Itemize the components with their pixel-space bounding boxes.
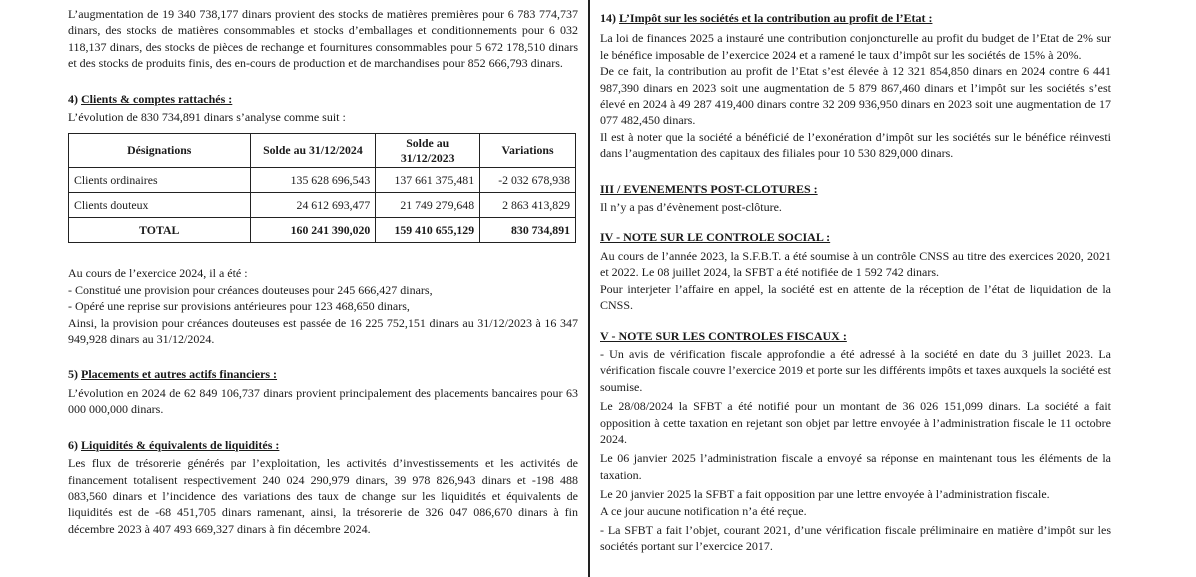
header-designations: Désignations xyxy=(69,134,251,168)
row-label: Clients douteux xyxy=(69,193,251,218)
section-iii-title: III / EVENEMENTS POST-CLOTURES : xyxy=(600,181,818,196)
section-6-text: Les flux de trésorerie générés par l’exploitation, les activités d’investissements et les activités de financement totalisent respectivement 240 024 290,979 dinars, 39 978 826,943 dinars et -198 488 083,560 dinars et l’incidence des variations des taux de change sur les liquidités et équivalents de liquidités est de -68 451,705 dinars ramenant, ainsi, la trésorerie de 326 047 086,670 dinars à fin décembre 2023 à 407 493 669,327 dinars à fin décembre 2024. xyxy=(68,456,578,536)
provision-paragraph: Ainsi, la provision pour créances douteuses est passée de 16 225 752,151 dinars au 31/12/2023 à 16 347 949,928 dinars au 31/12/2024. xyxy=(68,315,578,347)
section-6-heading: 6) Liquidités & équivalents de liquidités : xyxy=(68,437,280,452)
section-5-heading: 5) Placements et autres actifs financiers : xyxy=(68,367,278,382)
row-value: 137 661 375,481 xyxy=(376,168,480,193)
section-6-title: Liquidités & équivalents de liquidités : xyxy=(81,437,280,452)
header-solde-2023: Solde au 31/12/2023 xyxy=(376,134,480,168)
section-4-title: Clients & comptes rattachés : xyxy=(81,91,233,106)
table-row xyxy=(69,193,576,218)
header-solde-2024: Solde au 31/12/2024 xyxy=(250,134,376,168)
total-value: 159 410 655,129 xyxy=(376,218,480,243)
section-v-para-4a: Le 20 janvier 2025 la SFBT a fait opposition par une lettre envoyée à l’administration fiscale. xyxy=(600,487,1050,502)
clients-table xyxy=(68,133,576,243)
row-value: 135 628 696,543 xyxy=(250,168,376,193)
table-header-row xyxy=(69,134,576,168)
section-iii-text: Il n’y a pas d’évènement post-clôture. xyxy=(600,200,782,215)
table-row xyxy=(69,168,576,193)
section-14-para-2: De ce fait, la contribution au profit de l’Etat s’est élevée à 12 321 854,850 dinars en 2024 contre 6 441 987,390 dinars en 2023 soit une augmentation de 5 879 867,460 dinars et l’impôt sur les sociétés s’est élevé en 2024 à 49 287 419,400 dinars contre 32 209 936,950 dinars en 2023 soit une augmentation de 17 077 482,450 dinars. xyxy=(600,64,1111,128)
section-5-text: L’évolution en 2024 de 62 849 106,737 dinars provient principalement des placements bancaires pour 63 000 000,000 dinars. xyxy=(68,385,578,417)
section-v-para-2: Le 28/08/2024 la SFBT a été notifié pour un montant de 36 026 151,099 dinars. La société a fait opposition à cette taxation en rejetant son objet par lettre envoyée à l’administration fiscale le 11 octobre 2024. xyxy=(600,399,1111,446)
provision-line: Au cours de l’exercice 2024, il a été : xyxy=(68,266,248,281)
row-value: -2 032 678,938 xyxy=(480,168,576,193)
section-v-para-3: Le 06 janvier 2025 l’administration fiscale a envoyé sa réponse en maintenant tous les éléments de la taxation. xyxy=(600,451,1111,482)
stocks-paragraph: L’augmentation de 19 340 738,177 dinars provient des stocks de matières premières pour 6 783 774,737 dinars, des stocks de matières consommables et stocks d’emballages et conditionnements pour 6 032 118,137 dinars, des stocks de pièces de rechange et fournitures consommables pour 5 672 178,510 dinars et des stocks de produits finis, des en-cours de production et de marchandises pour 852 666,793 dinars. xyxy=(68,7,578,71)
section-iv-para-2: Pour interjeter l’affaire en appel, la société est en attente de la réception de l’état de liquidation de la CNSS. xyxy=(600,281,1111,313)
section-4-intro: L’évolution de 830 734,891 dinars s’analyse comme suit : xyxy=(68,110,346,125)
section-14-heading: 14) L’Impôt sur les sociétés et la contribution au profit de l’Etat : xyxy=(600,11,933,25)
row-value: 2 863 413,829 xyxy=(480,193,576,218)
section-v-para-1: - Un avis de vérification fiscale approfondie a été adressé à la société en date du 3 juillet 2023. La vérification fiscale couvre l’exercice 2019 et porte sur les différents impôts et taxes auxquels la société est soumise. xyxy=(600,346,1111,394)
section-v-title: V - NOTE SUR LES CONTROLES FISCAUX : xyxy=(600,328,847,343)
provision-notes xyxy=(68,265,578,347)
provision-line: - Constitué une provision pour créances douteuses pour 245 666,427 dinars, xyxy=(68,282,433,297)
total-value: 160 241 390,020 xyxy=(250,218,376,243)
column-divider xyxy=(588,0,590,577)
section-5-title: Placements et autres actifs financiers : xyxy=(81,367,278,382)
section-14-title: L’Impôt sur les sociétés et la contribution au profit de l’Etat : xyxy=(619,11,933,25)
table-total-row xyxy=(69,218,576,243)
left-column xyxy=(68,0,578,537)
section-4-heading: 4) Clients & comptes rattachés : xyxy=(68,91,233,106)
total-value: 830 734,891 xyxy=(480,218,576,243)
section-v-para-4b: A ce jour aucune notification n’a été reçue. xyxy=(600,503,807,518)
section-v-para-5: - La SFBT a fait l’objet, courant 2021, d’une vérification fiscale préliminaire en matière d’impôt sur les sociétés portant sur l’exercice 2017. xyxy=(600,522,1111,554)
section-14-para-1: La loi de finances 2025 a instauré une contribution conjoncturelle au profit du budget de l’Etat de 2% sur le bénéfice imposable de l’exercice 2024 et a ramené le taux d’impôt sur les sociétés de 15% à 20%. xyxy=(600,31,1111,62)
row-value: 24 612 693,477 xyxy=(250,193,376,218)
right-column xyxy=(600,0,1111,555)
header-variations: Variations xyxy=(480,134,576,168)
section-iv-para-1: Au cours de l’année 2023, la S.F.B.T. a été soumise à un contrôle CNSS au titre des exercices 2020, 2021 et 2022. Le 08 juillet 2024, la SFBT a été notifiée de 1 592 742 dinars. xyxy=(600,248,1111,280)
section-14-para-3: Il est à noter que la société a bénéficié de l’exonération d’impôt sur les sociétés sur le bénéfice réinvesti dans l’augmentation des capitaux des filiales pour 10 530 829,000 dinars. xyxy=(600,129,1111,161)
section-iv-title: IV - NOTE SUR LE CONTROLE SOCIAL : xyxy=(600,230,831,245)
row-label: Clients ordinaires xyxy=(69,168,251,193)
provision-line: - Opéré une reprise sur provisions antérieures pour 123 468,650 dinars, xyxy=(68,299,410,314)
total-label: TOTAL xyxy=(69,218,251,243)
row-value: 21 749 279,648 xyxy=(376,193,480,218)
